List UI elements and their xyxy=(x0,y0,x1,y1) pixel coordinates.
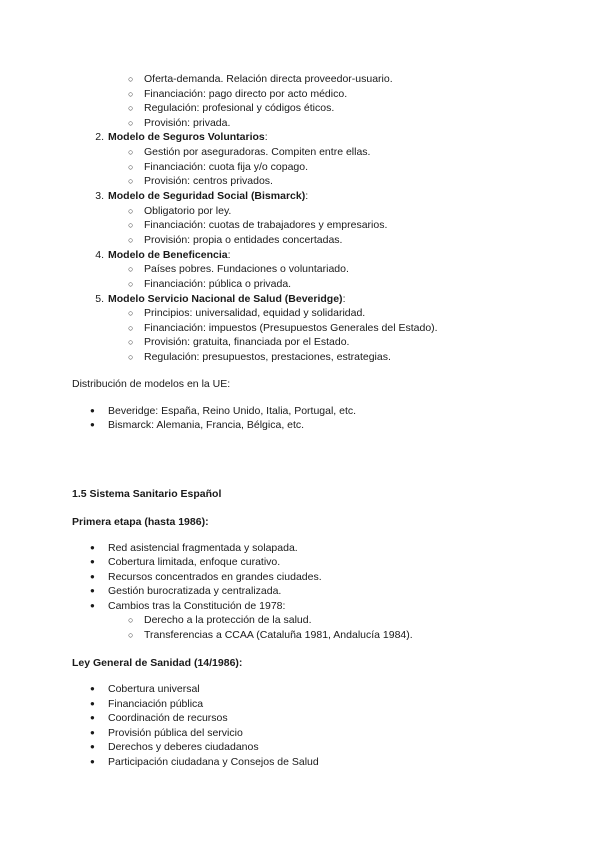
colon: : xyxy=(305,190,309,202)
list-item: ○ Financiación: pago directo por acto médico. xyxy=(144,87,347,102)
colon: : xyxy=(227,249,231,261)
list-item: ● Red asistencial fragmentada y solapada. xyxy=(108,541,298,556)
list-item: ○ Financiación: pública o privada. xyxy=(144,277,291,292)
list-item: ● Bismarck: Alemania, Francia, Bélgica, etc. xyxy=(108,418,304,433)
model-title: Modelo de Beneficencia xyxy=(108,249,228,261)
colon: : xyxy=(342,293,346,305)
list-item: ● Financiación pública xyxy=(108,697,203,712)
list-item: ○ Financiación: cuotas de trabajadores y empresarios. xyxy=(144,218,387,233)
list-item: ○ Oferta-demanda. Relación directa proveedor-usuario. xyxy=(144,72,393,87)
model-4-heading xyxy=(95,248,231,263)
list-number: 4. xyxy=(95,249,104,261)
list-item: ● Participación ciudadana y Consejos de Salud xyxy=(108,755,319,770)
model-title: Modelo de Seguridad Social (Bismarck) xyxy=(108,190,306,202)
model-title: Modelo de Seguros Voluntarios xyxy=(108,131,265,143)
list-item: ○ Provisión: gratuita, financiada por el Estado. xyxy=(144,335,349,350)
list-item: ○ Derecho a la protección de la salud. xyxy=(144,613,312,628)
list-item: ● Cobertura limitada, enfoque curativo. xyxy=(108,555,280,570)
list-item: ○ Transferencias a CCAA (Cataluña 1981, Andalucía 1984). xyxy=(144,628,413,643)
list-item: ● Cobertura universal xyxy=(108,682,200,697)
list-item: ● Derechos y deberes ciudadanos xyxy=(108,740,259,755)
lgs-title: Ley General de Sanidad (14/1986): xyxy=(72,657,243,669)
list-item: ○ Financiación: cuota fija y/o copago. xyxy=(144,160,308,175)
list-item: ○ Financiación: impuestos (Presupuestos Generales del Estado). xyxy=(144,321,438,336)
list-item: ● Gestión burocratizada y centralizada. xyxy=(108,584,281,599)
list-item: ○ Gestión por aseguradoras. Compiten entre ellas. xyxy=(144,145,370,160)
list-item: ○ Provisión: centros privados. xyxy=(144,174,273,189)
list-item: ● Provisión pública del servicio xyxy=(108,726,243,741)
list-number: 5. xyxy=(95,293,104,305)
list-number: 3. xyxy=(95,190,104,202)
list-item: ● Coordinación de recursos xyxy=(108,711,228,726)
list-item: ○ Provisión: privada. xyxy=(144,116,230,131)
list-number: 2. xyxy=(95,131,104,143)
list-item: ○ Regulación: profesional y códigos éticos. xyxy=(144,101,334,116)
ue-intro: Distribución de modelos en la UE: xyxy=(72,378,231,390)
list-item: ○ Provisión: propia o entidades concertadas. xyxy=(144,233,342,248)
list-item: ● Cambios tras la Constitución de 1978: xyxy=(108,599,285,614)
list-item: ○ Regulación: presupuestos, prestaciones, estrategias. xyxy=(144,350,391,365)
section-heading: 1.5 Sistema Sanitario Español xyxy=(72,488,222,500)
model-2-heading xyxy=(95,130,268,145)
model-5-heading xyxy=(95,292,346,307)
list-item: ● Beveridge: España, Reino Unido, Italia, Portugal, etc. xyxy=(108,404,356,419)
model-title: Modelo Servicio Nacional de Salud (Beveridge) xyxy=(108,293,343,305)
list-item: ○ Obligatorio por ley. xyxy=(144,204,231,219)
list-item: ○ Países pobres. Fundaciones o voluntariado. xyxy=(144,262,349,277)
model-3-heading xyxy=(95,189,309,204)
stage1-title: Primera etapa (hasta 1986): xyxy=(72,516,209,528)
list-item: ○ Principios: universalidad, equidad y solidaridad. xyxy=(144,306,365,321)
colon: : xyxy=(264,131,268,143)
list-item: ● Recursos concentrados en grandes ciudades. xyxy=(108,570,322,585)
